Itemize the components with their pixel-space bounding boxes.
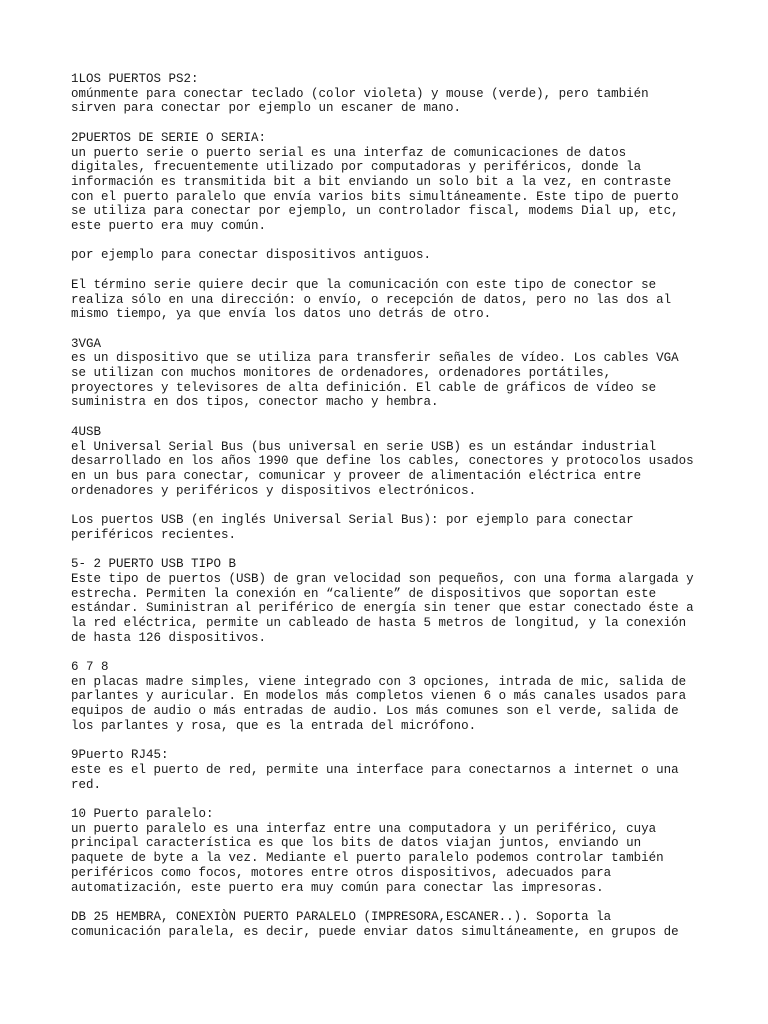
text-line: el Universal Serial Bus (bus universal en serie USB) es un estándar industrial: [71, 439, 657, 454]
paragraph-serie-example: [71, 248, 711, 263]
text-line: con el puerto paralelo que envía varios bits simultáneamente. Este tipo de puerto: [71, 189, 679, 204]
text-line: desarrollado en los años 1990 que define los cables, conectores y protocolos usados: [71, 454, 694, 469]
text-line: este puerto era muy común.: [71, 219, 267, 234]
paragraph-usb-tipo-b: [71, 557, 711, 645]
text-line: Los puertos USB (en inglés Universal Serial Bus): por ejemplo para conectar: [71, 513, 634, 527]
paragraph-rj45: [71, 748, 711, 792]
text-line: principal característica es que los bits de datos viajan juntos, enviando un: [71, 836, 642, 851]
text-line: Este tipo de puertos (USB) de gran velocidad son pequeños, con una forma alargada y: [71, 571, 694, 586]
text-line: paquete de byte a la vez. Mediante el puerto paralelo podemos controlar también: [71, 851, 664, 866]
paragraph-usb: [71, 425, 711, 499]
text-line: proyectores y televisores de alta definición. El cable de gráficos de vídeo se: [71, 380, 657, 395]
text-line: en un bus para conectar, comunicar y proveer de alimentación eléctrica entre: [71, 468, 642, 483]
text-line: parlantes y auricular. En modelos más completos vienen 6 o más canales usados para: [71, 689, 687, 704]
heading-usb-tipo-b: 5- 2 PUERTO USB TIPO B: [71, 557, 237, 572]
text-line: digitales, frecuentemente utilizado por computadoras y periféricos, donde la: [71, 160, 642, 175]
text-line: estándar. Suministran al periférico de energía sin tener que estar conectado éste a: [71, 601, 694, 616]
text-line: se utilizan con muchos monitores de ordenadores, ordenadores portátiles,: [71, 366, 612, 380]
text-line: en placas madre simples, viene integrado con 3 opciones, intrada de mic, salida de: [71, 674, 687, 689]
text-line: realiza sólo en una dirección: o envío, o recepción de datos, pero no las dos al: [71, 292, 672, 307]
heading-ps2: 1LOS PUERTOS PS2:: [71, 72, 199, 86]
paragraph-db25: [71, 910, 711, 939]
text-line: la red eléctrica, permite un cableado de hasta 5 metros de longitud, y la conexión: [71, 615, 687, 630]
paragraph-ps2: [71, 72, 711, 116]
text-line: equipos de audio o más entradas de audio. Los más comunes son el verde, salida de: [71, 704, 679, 719]
heading-rj45: 9Puerto RJ45:: [71, 748, 169, 763]
text-line: suministra en dos tipos, conector macho y hembra.: [71, 395, 439, 410]
paragraph-vga: [71, 337, 711, 411]
heading-serie: 2PUERTOS DE SERIE O SERIA:: [71, 130, 267, 145]
text-line: este es el puerto de red, permite una interface para conectarnos a internet o una: [71, 762, 679, 777]
heading-audio: 6 7 8: [71, 660, 109, 674]
paragraph-serie-term: [71, 278, 711, 322]
heading-paralelo: 10 Puerto paralelo:: [71, 807, 214, 821]
text-line: se utiliza para conectar por ejemplo, un controlador fiscal, modems Dial up, etc,: [71, 204, 679, 219]
text-line: sirven para conectar por ejemplo un escaner de mano.: [71, 101, 462, 116]
text-line: un puerto paralelo es una interfaz entre una computadora y un periférico, cuya: [71, 821, 657, 836]
paragraph-paralelo: [71, 807, 711, 895]
document-body: [71, 72, 711, 954]
paragraph-usb-recent: [71, 513, 711, 542]
text-line: los parlantes y rosa, que es la entrada del micrófono.: [71, 718, 477, 733]
heading-vga: 3VGA: [71, 336, 102, 351]
text-line: periféricos recientes.: [71, 527, 237, 542]
text-line: un puerto serie o puerto serial es una interfaz de comunicaciones de datos: [71, 145, 627, 160]
heading-usb: 4USB: [71, 424, 102, 439]
text-line: mismo tiempo, ya que envía los datos uno detrás de otro.: [71, 307, 492, 322]
text-line: es un dispositivo que se utiliza para transferir señales de vídeo. Los cables VGA: [71, 351, 679, 366]
text-line: omúnmente para conectar teclado (color violeta) y mouse (verde), pero también: [71, 86, 649, 101]
text-line: periféricos como focos, motores entre otros dispositivos, adecuados para: [71, 865, 612, 880]
text-line: información es transmitida bit a bit enviando un solo bit a la vez, en contraste: [71, 174, 672, 189]
paragraph-audio: [71, 660, 711, 734]
text-line: por ejemplo para conectar dispositivos antiguos.: [71, 248, 432, 263]
text-line: estrecha. Permiten la conexión en “caliente” de dispositivos que soportan este: [71, 586, 657, 601]
text-line: automatización, este puerto era muy común para conectar las impresoras.: [71, 880, 604, 895]
text-line: de hasta 126 dispositivos.: [71, 630, 267, 645]
text-line: comunicación paralela, es decir, puede enviar datos simultáneamente, en grupos de: [71, 924, 679, 939]
text-line: red.: [71, 777, 102, 792]
paragraph-serie: [71, 131, 711, 234]
text-line: El término serie quiere decir que la comunicación con este tipo de conector se: [71, 277, 657, 292]
text-line: DB 25 HEMBRA, CONEXIÒN PUERTO PARALELO (IMPRESORA,ESCANER..). Soporta la: [71, 909, 612, 924]
text-line: ordenadores y periféricos y dispositivos electrónicos.: [71, 483, 477, 498]
